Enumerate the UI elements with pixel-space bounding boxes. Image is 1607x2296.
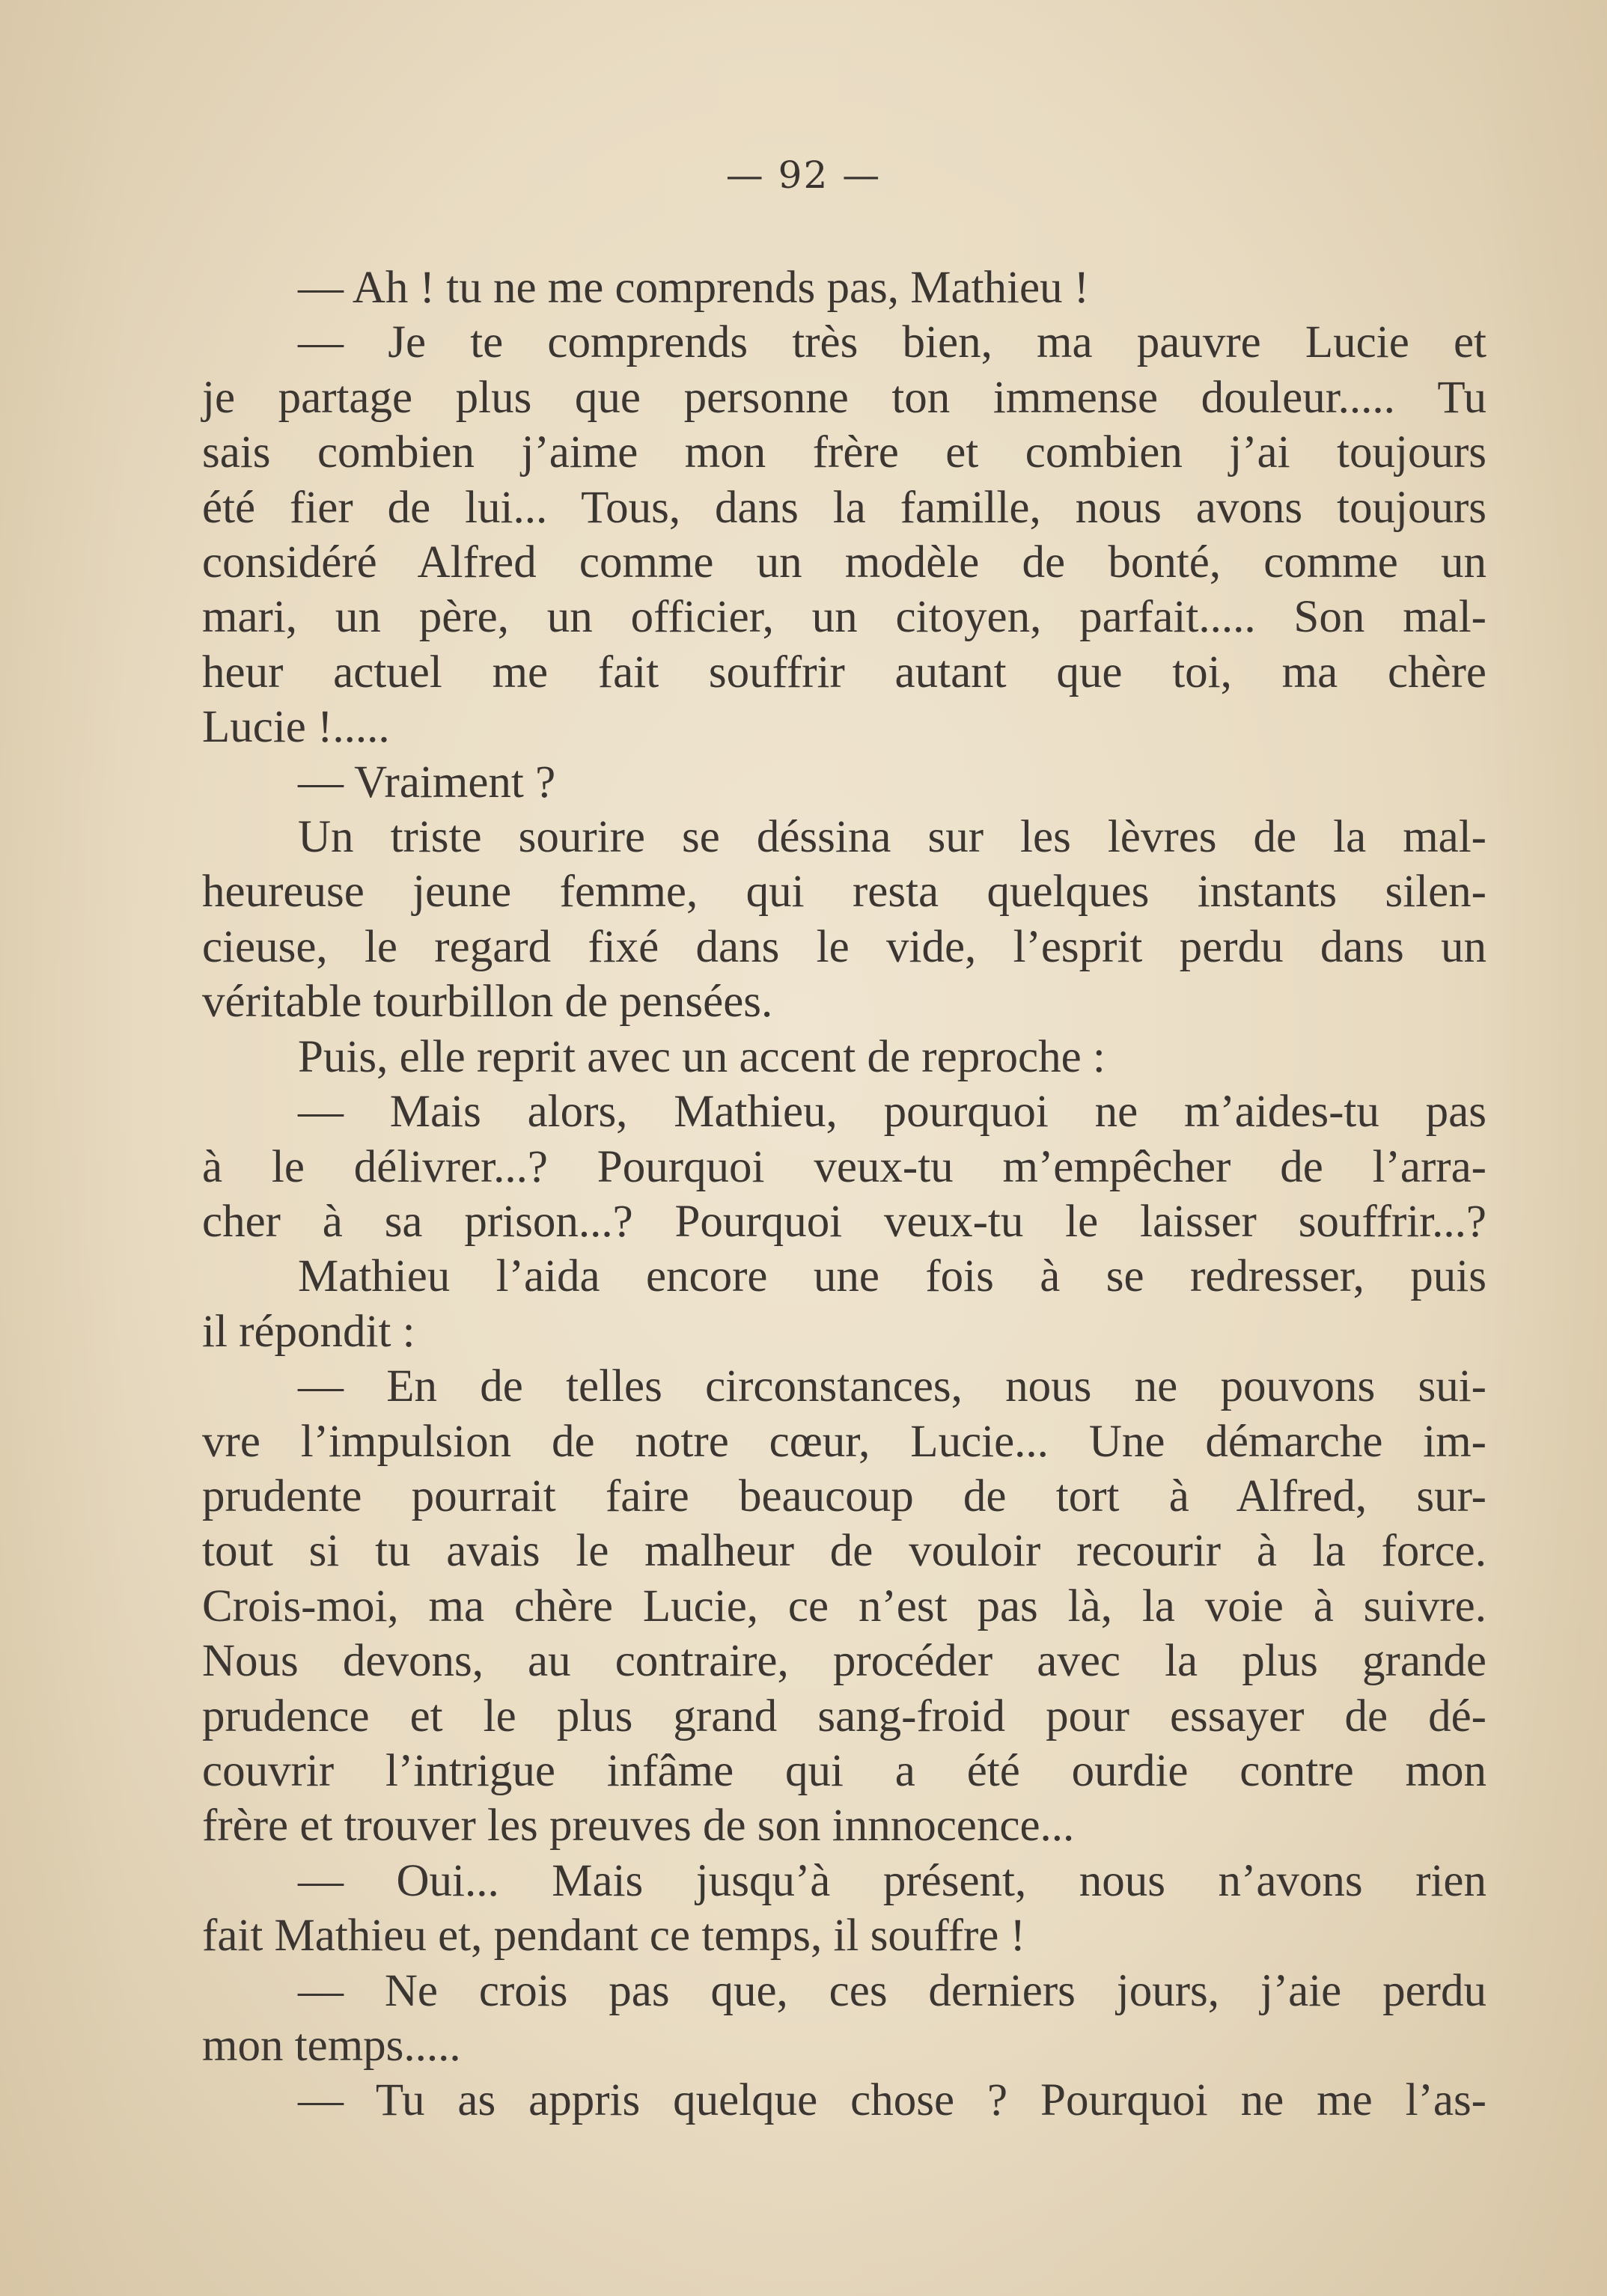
text-line: heureuse jeune femme, qui resta quelques instants silen- <box>202 867 1486 918</box>
text-line: sais combien j’aime mon frère et combien j’ai toujours <box>202 427 1486 478</box>
text-line: vre l’impulsion de notre cœur, Lucie... Une démarche im- <box>202 1416 1486 1467</box>
text-line: heur actuel me fait souffrir autant que toi, ma chère <box>202 647 1486 697</box>
text-line: cieuse, le regard fixé dans le vide, l’esprit perdu dans un <box>202 921 1486 972</box>
text-line: mon temps..... <box>202 2021 461 2071</box>
text-line: Puis, elle reprit avec un accent de reproche : <box>298 1031 1106 1082</box>
text-line: je partage plus que personne ton immense douleur..... Tu <box>202 372 1486 423</box>
text-line: tout si tu avais le malheur de vouloir recourir à la force. <box>202 1526 1486 1577</box>
text-line: il répondit : <box>202 1306 415 1357</box>
text-line: frère et trouver les preuves de son innnocence... <box>202 1801 1075 1851</box>
text-line: Lucie !..... <box>202 702 390 753</box>
text-line: Un triste sourire se déssina sur les lèvres de la mal- <box>298 812 1486 863</box>
text-line: à le délivrer...? Pourquoi veux-tu m’empêcher de l’arra- <box>202 1141 1486 1192</box>
text-line: — En de telles circonstances, nous ne pouvons sui- <box>298 1361 1486 1412</box>
text-line: Nous devons, au contraire, procéder avec la plus grande <box>202 1636 1486 1687</box>
text-line: — Vraiment ? <box>298 757 556 807</box>
text-line: considéré Alfred comme un modèle de bonté, comme un <box>202 537 1486 588</box>
text-line: — Ah ! tu ne me comprends pas, Mathieu ! <box>298 263 1090 313</box>
text-line: — Mais alors, Mathieu, pourquoi ne m’aides-tu pas <box>298 1087 1486 1138</box>
text-line: — Tu as appris quelque chose ? Pourquoi ne me l’as- <box>298 2075 1486 2126</box>
text-line: Crois-moi, ma chère Lucie, ce n’est pas là, la voie à suivre. <box>202 1581 1486 1631</box>
text-line: mari, un père, un officier, un citoyen, parfait..... Son mal- <box>202 592 1486 643</box>
text-line: fait Mathieu et, pendant ce temps, il souffre ! <box>202 1911 1025 1961</box>
text-line: — Ne crois pas que, ces derniers jours, j’aie perdu <box>298 1965 1486 2016</box>
text-line: prudente pourrait faire beaucoup de tort à Alfred, sur- <box>202 1471 1486 1521</box>
body-text <box>202 260 1486 2128</box>
text-line: couvrir l’intrigue infâme qui a été ourdie contre mon <box>202 1745 1486 1796</box>
text-line: véritable tourbillon de pensées. <box>202 977 773 1028</box>
text-line: prudence et le plus grand sang-froid pour essayer de dé- <box>202 1691 1486 1741</box>
text-line: — Je te comprends très bien, ma pauvre Lucie et <box>298 317 1486 368</box>
text-line: cher à sa prison...? Pourquoi veux-tu le laisser souffrir...? <box>202 1196 1486 1247</box>
text-line: — Oui... Mais jusqu’à présent, nous n’avons rien <box>298 1855 1486 1906</box>
text-line: été fier de lui... Tous, dans la famille, nous avons toujours <box>202 482 1486 533</box>
text-line: Mathieu l’aida encore une fois à se redresser, puis <box>298 1251 1486 1302</box>
page-number: — 92 — <box>725 153 882 197</box>
